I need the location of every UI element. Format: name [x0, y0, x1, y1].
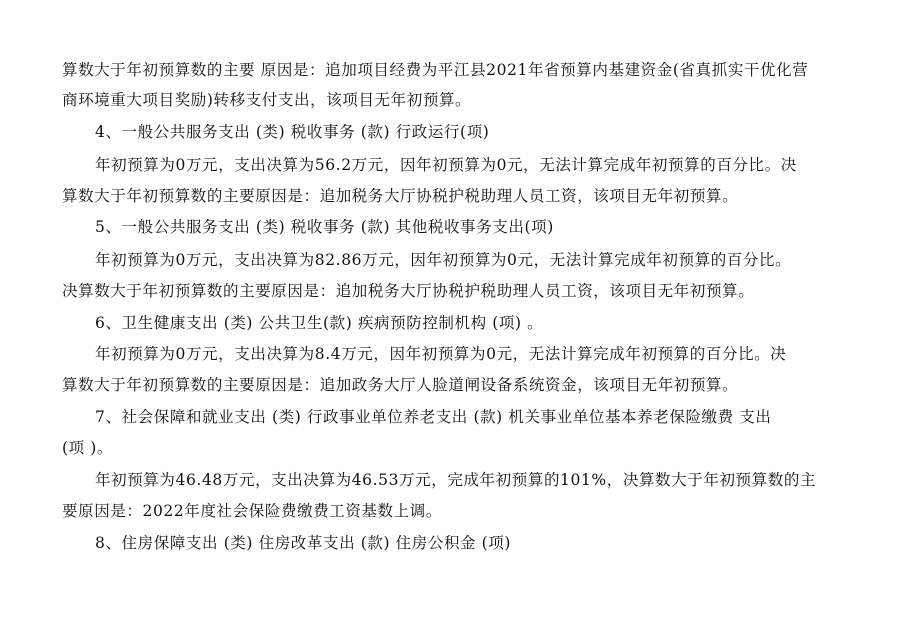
- section-heading-7: 7、社会保障和就业支出 (类) 行政事业单位养老支出 (款) 机关事业单位基本养老保险缴费 支出: [95, 408, 772, 426]
- paragraph-line: 年初预算为0万元，支出决算为56.2万元，因年初预算为0元，无法计算完成年初预算的百分比。决: [95, 156, 797, 174]
- paragraph-line: 决算数大于年初预算数的主要原因是：追加税务大厅协税护税助理人员工资，该项目无年初预算。: [62, 282, 755, 300]
- paragraph-line: 年初预算为0万元，支出决算为82.86万元，因年初预算为0元，无法计算完成年初预算的百分比。: [95, 251, 792, 269]
- section-heading-8: 8、住房保障支出 (类) 住房改革支出 (款) 住房公积金 (项): [95, 534, 512, 552]
- paragraph-line: 算数大于年初预算数的主要原因是：追加税务大厅协税护税助理人员工资，该项目无年初预算。: [62, 187, 739, 205]
- paragraph-line: 算数大于年初预算数的主要原因是：追加政务大厅人脸道闸设备系统资金，该项目无年初预算。: [62, 376, 739, 394]
- section-heading-4: 4、一般公共服务支出 (类) 税收事务 (款) 行政运行(项): [95, 123, 490, 141]
- paragraph-line: 商环境重大项目奖励)转移支付支出，该项目无年初预算。: [62, 91, 472, 109]
- section-heading-7-continued: (项 )。: [62, 439, 114, 457]
- paragraph-line: 要原因是：2022年度社会保险费缴费工资基数上调。: [62, 502, 442, 520]
- paragraph-line: 年初预算为46.48万元，支出决算为46.53万元，完成年初预算的101%，决算数大于年初预算数的主: [95, 471, 817, 489]
- paragraph-line: 年初预算为0万元，支出决算为8.4万元，因年初预算为0元，无法计算完成年初预算的百分比。决: [95, 345, 787, 363]
- section-heading-6: 6、卫生健康支出 (类) 公共卫生(款) 疾病预防控制机构 (项) 。: [95, 314, 544, 332]
- paragraph-line: 算数大于年初预算数的主要 原因是：追加项目经费为平江县2021年省预算内基建资金(省真抓实干优化营: [62, 61, 809, 79]
- section-heading-5: 5、一般公共服务支出 (类) 税收事务 (款) 其他税收事务支出(项): [95, 218, 554, 236]
